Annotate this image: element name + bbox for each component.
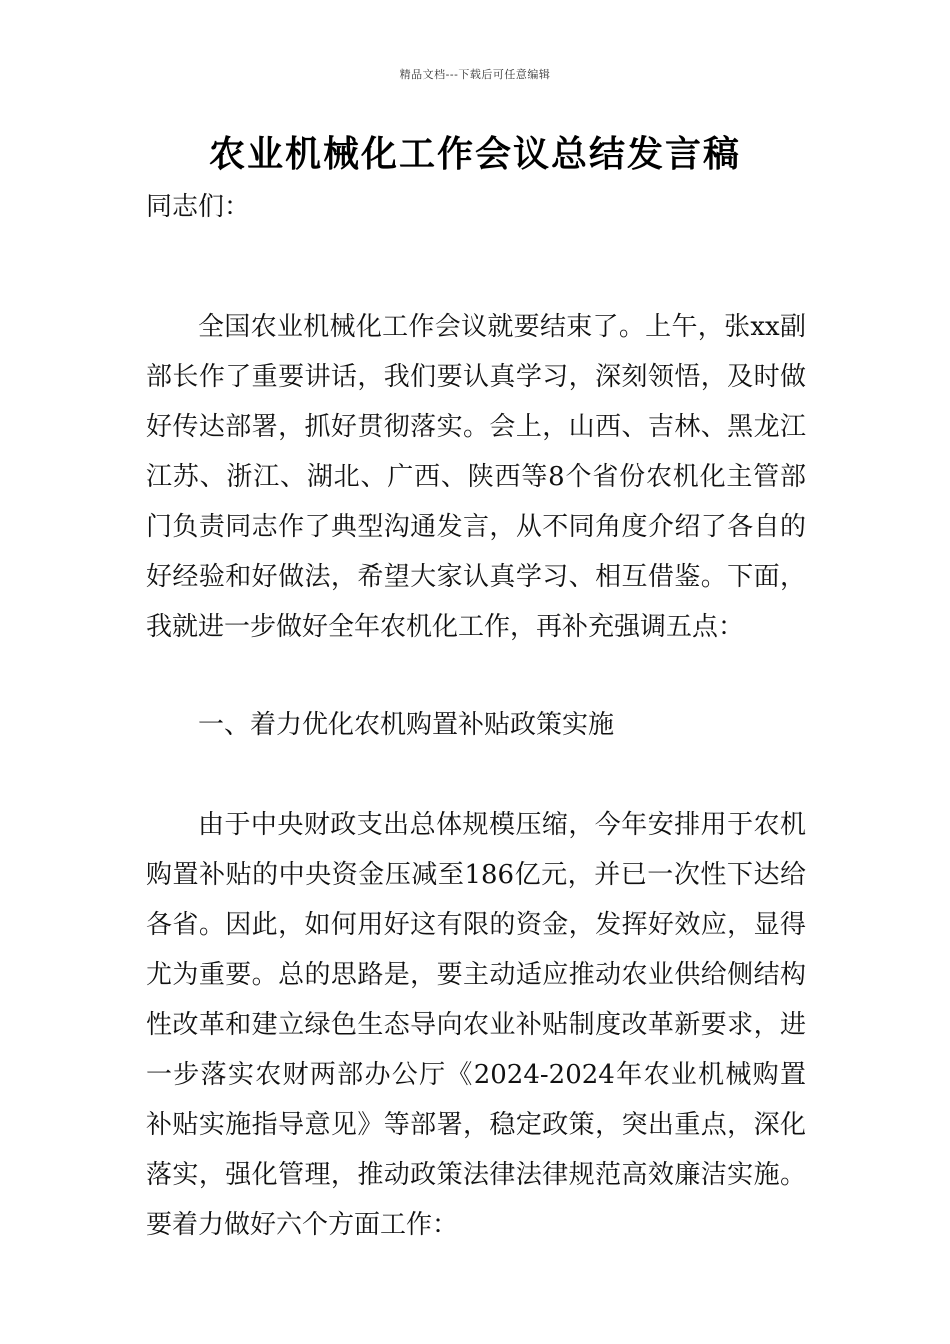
salutation: 同志们： [146, 192, 251, 222]
spacer [146, 652, 806, 700]
spacer [146, 282, 806, 302]
spacer [146, 232, 806, 282]
spacer [146, 750, 806, 800]
paragraph-subsidy: 由于中央财政支出总体规模压缩，今年安排用于农机购置补贴的中央资金压减至186亿元，并已一次性下达给各省。因此，如何用好这有限的资金，发挥好效应，显得尤为重要。总的思路是，要主动适应推动农业供给侧结构性改革和建立绿色生态导向农业补贴制度改革新要求，进一步落实农财两部办公厅《2024-2024年农业机械购置补贴实施指导意见》等部署，稳定政策，突出重点，深化落实，强化管理，推动政策法律法律规范高效廉洁实施。要着力做好六个方面工作： [146, 810, 806, 1240]
paragraph-intro: 全国农业机械化工作会议就要结束了。上午，张xx副部长作了重要讲话，我们要认真学习，深刻领悟，及时做好传达部署，抓好贯彻落实。会上，山西、吉林、黑龙江江苏、浙江、湖北、广西、陕西等8个省份农机化主管部门负责同志作了典型沟通发言，从不同角度介绍了各自的好经验和好做法，希望大家认真学习、相互借鉴。下面，我就进一步做好全年农机化工作，再补充强调五点： [146, 312, 806, 642]
section-heading: 一、着力优化农机购置补贴政策实施 [198, 710, 615, 740]
document-body [146, 182, 806, 1250]
header-note: 精品文档---下载后可任意编辑 [399, 68, 551, 81]
document-title: 农业机械化工作会议总结发言稿 [208, 134, 741, 175]
